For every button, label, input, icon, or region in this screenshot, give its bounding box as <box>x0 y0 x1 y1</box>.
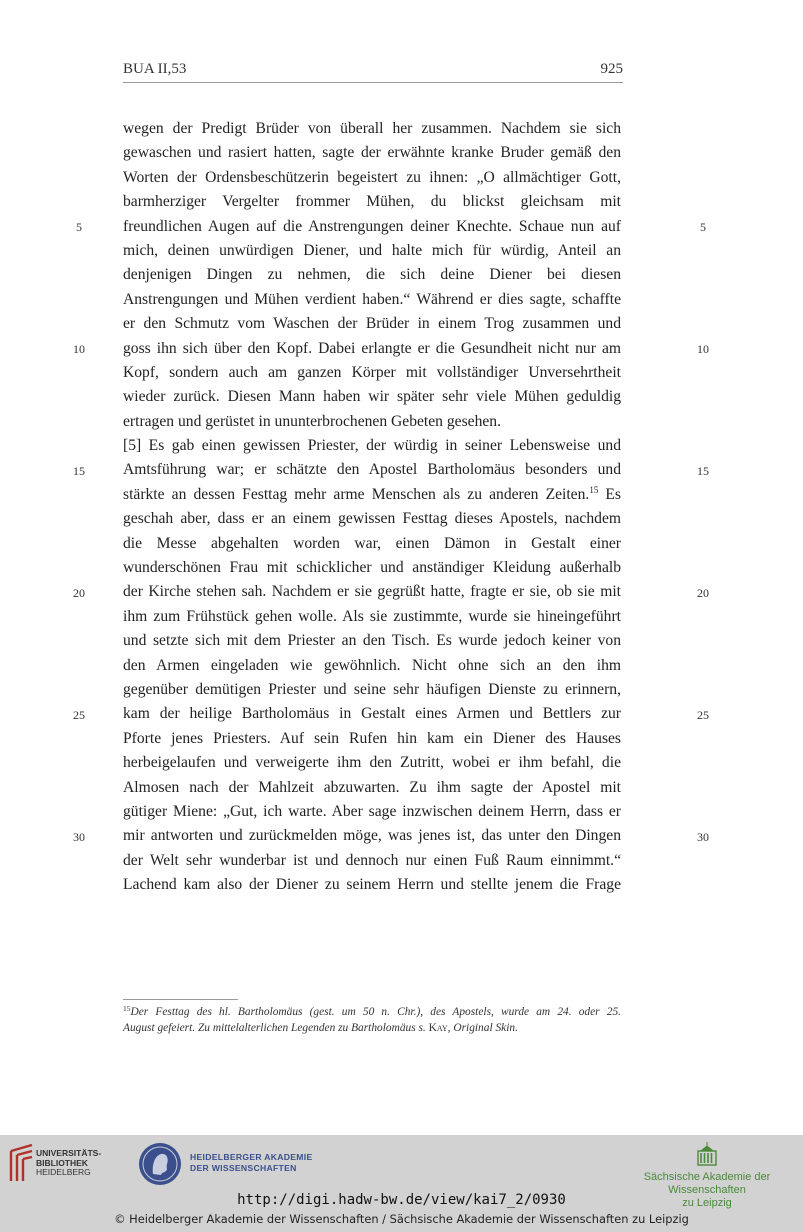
academy-line: HEIDELBERGER AKADEMIE <box>190 1152 313 1162</box>
text-line: wegen der Predigt Brüder von überall her zusammen. Nachdem sie sich <box>123 120 621 137</box>
text-line: Pforte jenes Priesters. Auf sein Rufen hin kam ein Diener des Hauses <box>123 729 621 747</box>
text-line-with-footnote <box>123 483 621 507</box>
building-icon <box>696 1141 718 1167</box>
line-number-left: 20 <box>73 586 85 600</box>
footnote-reference[interactable]: 15 <box>589 484 599 495</box>
saxon-academy-building-icon[interactable] <box>696 1141 718 1167</box>
line-number-right: 5 <box>700 220 706 234</box>
line-number-left: 5 <box>76 220 82 234</box>
text-line: Anstrengungen und Mühen verdient haben.“ Während er dies sagte, schaffte <box>123 290 621 308</box>
footnote-line <box>123 1004 621 1020</box>
academy-name <box>190 1152 312 1174</box>
text-line: geschah aber, dass er an einem gewissen Festtag dieses Apostels, nachdem <box>123 510 621 528</box>
source-url-link[interactable]: http://digi.hadw-bw.de/view/kai7_2/0930 <box>237 1192 566 1208</box>
text-line: gegenüber demütigen Priester und seine sehr häufigen Dienste zu erinnern, <box>123 680 621 698</box>
footnote-divider <box>123 999 238 1000</box>
text-line: den Armen eingeladen wie gewöhnlich. Nicht ohne sich an den ihm <box>123 656 621 674</box>
text-line: mich, deinen unwürdigen Diener, und halte mich für würdig, Anteil an <box>123 241 621 259</box>
text-line: gütiger Miene: „Gut, ich warte. Aber sage inzwischen deinem Herrn, dass er <box>123 802 621 820</box>
text-line: ertragen und gerüstet in ununterbrochenen Gebeten gesehen. <box>123 412 501 430</box>
line-number-left: 30 <box>73 830 85 844</box>
text-line: Worten der Ordensbeschützerin begeistert zu ihnen: „O allmächtiger Gott, <box>123 168 621 186</box>
saxon-academy-line: zu Leipzig <box>682 1197 732 1209</box>
copyright-notice: © Heidelberger Akademie der Wissenschaften / Sächsische Akademie der Wissenschaften zu Leipzig <box>114 1212 689 1226</box>
academy-line: DER WISSENSCHAFTEN <box>190 1163 297 1173</box>
text-line: barmherziger Vergelter frommer Mühen, du blickst gleichsam mit <box>123 193 621 211</box>
text-line: kam der heilige Bartholomäus in Gestalt eines Armen und Bettlers zur <box>123 705 621 723</box>
academy-head-icon <box>138 1142 182 1186</box>
text-line: freundlichen Augen auf die Anstrengungen deiner Knechte. Schaue nun auf <box>123 217 621 235</box>
text-line: mir antworten und zurückmelden möge, was jenes ist, das unter den Dingen <box>123 827 621 845</box>
main-text <box>123 117 621 898</box>
line-number-right: 20 <box>697 586 709 600</box>
line-number-right: 10 <box>697 342 709 356</box>
footnote-text: August gefeiert. Zu mittelalterlichen Legenden zu Bartholomäus s. <box>123 1022 429 1034</box>
line-number-left: 15 <box>73 464 85 478</box>
footnote <box>123 1004 621 1036</box>
text-line: und setzte sich mit dem Priester an den Tisch. Es wurde jedoch keiner von <box>123 632 621 650</box>
text-line: Lachend kam also der Diener zu seinem Herrn und stellte jenem die Frage <box>123 876 621 894</box>
ub-line: HEIDELBERG <box>36 1167 91 1177</box>
university-library-text <box>36 1149 101 1178</box>
ub-line: BIBLIOTHEK <box>36 1157 88 1168</box>
footnote-mark: 15 <box>123 1004 131 1013</box>
text-line: ihm zum Frühstück gehen wolle. Als sie zustimmte, wurde sie hineingeführt <box>123 607 621 625</box>
line-number-right: 25 <box>697 708 709 722</box>
academy-seal-icon[interactable] <box>138 1142 182 1186</box>
text-line: Amtsführung war; er schätzte den Apostel Bartholomäus besonders und <box>123 461 621 479</box>
footnote-author: Kay <box>428 1022 448 1034</box>
footnote-line <box>123 1020 621 1036</box>
text-line: er den Schmutz vom Waschen der Brüder in einem Trog zusammen und <box>123 315 621 333</box>
text-line: goss ihn sich über den Kopf. Dabei erlangte er die Gesundheit nicht nur am <box>123 339 621 357</box>
text-line: die Messe abgehalten worden war, einen Dämon in Gestalt einer <box>123 534 621 552</box>
line-number-left: 25 <box>73 708 85 722</box>
saxon-academy-line: Sächsische Akademie der Wissenschaften <box>643 1171 771 1196</box>
text-line: herbeigelaufen und verweigerte ihm den Zutritt, wobei er ihm befahl, die <box>123 754 621 772</box>
text-line: Kopf, sondern auch am ganzen Körper mit vollständiger Unversehrtheit <box>123 363 621 381</box>
text-line: wunderschönen Frau mit schicklicher und anständiger Kleidung außerhalb <box>123 559 621 577</box>
running-head: BUA II,53 <box>123 61 187 77</box>
text-line: der Welt sehr wunderbar ist und dennoch nur einen Fuß Raum einnimmt.“ <box>123 851 621 869</box>
page-header <box>123 60 623 83</box>
university-library-mark-icon <box>8 1143 36 1183</box>
text-line: [5] Es gab einen gewissen Priester, der würdig in seiner Lebensweise und <box>123 437 621 455</box>
text-segment: Es <box>598 485 622 503</box>
ub-line: UNIVERSITÄTS- <box>36 1148 102 1158</box>
text-line: der Kirche stehen sah. Nachdem er sie gegrüßt hatte, fragte er sie, ob sie mit <box>123 583 621 601</box>
footnote-text: Der Festtag des hl. Bartholomäus (gest. um 50 n. Chr.), des Apostels, wurde am 24. oder 25. <box>130 1006 621 1018</box>
line-number-left: 10 <box>73 342 85 356</box>
text-line: Almosen nach der Mahlzeit abzuwarten. Zu ihm sagte der Apostel mit <box>123 778 621 796</box>
line-number-right: 15 <box>697 464 709 478</box>
text-segment: stärkte an dessen Festtag mehr arme Menschen als zu anderen Zeiten. <box>123 485 590 503</box>
text-line: gewaschen und rasiert hatten, sagte der erwähnte kranke Bruder gemäß den <box>123 144 621 162</box>
line-number-right: 30 <box>697 830 709 844</box>
text-line: denjenigen Dingen zu nehmen, die sich deine Diener bei diesen <box>123 266 621 284</box>
text-line: wieder zurück. Diesen Mann haben wir später sehr viele Mühen geduldig <box>123 388 621 406</box>
footnote-text: , Original Skin. <box>447 1022 518 1034</box>
page-number: 925 <box>600 61 623 77</box>
